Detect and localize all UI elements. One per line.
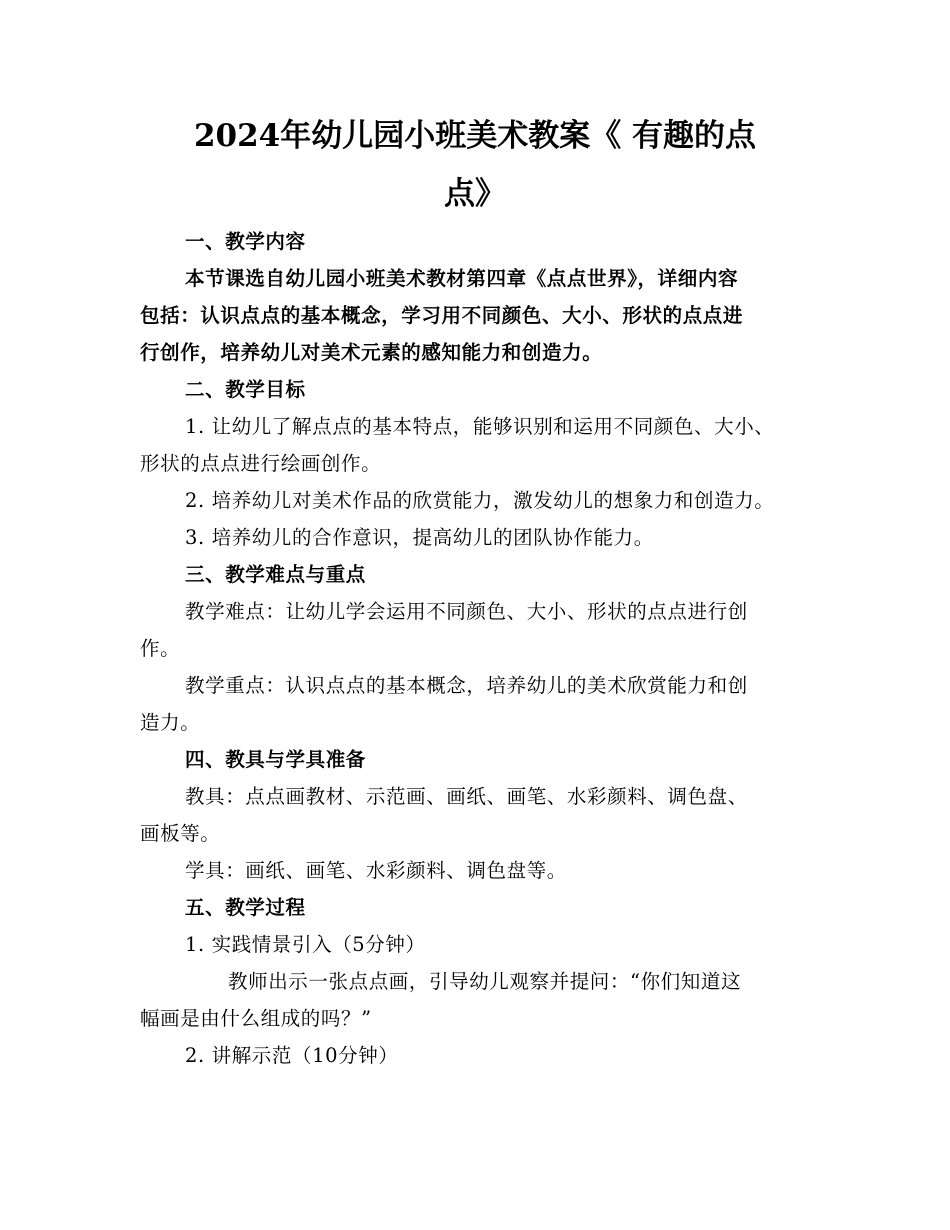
document-title-line-2: 点》 [444, 176, 506, 212]
teaching-difficulty-continued: 作。 [140, 637, 181, 660]
process-step-1-description: 教师出示一张点点画，引导幼儿观察并提问：“你们知道这 [228, 970, 742, 993]
learning-tools: 学具：画纸、画笔、水彩颜料、调色盘等。 [185, 859, 567, 882]
teaching-tools: 教具：点点画教材、示范画、画纸、画笔、水彩颜料、调色盘、 [185, 785, 748, 808]
objective-item-1-continued: 形状的点点进行绘画创作。 [140, 452, 382, 475]
process-step-1: 1. 实践情景引入（5分钟） [185, 933, 426, 956]
objective-item-1: 1. 让幼儿了解点点的基本特点，能够识别和运用不同颜色、大小、 [185, 415, 775, 438]
teaching-tools-continued: 画板等。 [140, 822, 221, 845]
process-step-2: 2. 讲解示范（10分钟） [185, 1044, 399, 1067]
objective-item-3: 3. 培养幼儿的合作意识，提高幼儿的团队协作能力。 [185, 526, 654, 549]
section-heading-content: 一、教学内容 [185, 230, 306, 253]
process-step-1-description-continued: 幅画是由什么组成的吗？” [140, 1007, 372, 1030]
teaching-focus-continued: 造力。 [140, 711, 201, 734]
teaching-focus: 教学重点：认识点点的基本概念，培养幼儿的美术欣赏能力和创 [185, 674, 748, 697]
section-heading-key-points: 三、教学难点与重点 [185, 563, 366, 586]
objective-item-2: 2. 培养幼儿对美术作品的欣赏能力，激发幼儿的想象力和创造力。 [185, 489, 775, 512]
section-heading-process: 五、教学过程 [185, 896, 306, 919]
content-paragraph-line: 包括：认识点点的基本概念，学习用不同颜色、大小、形状的点点进 [140, 304, 744, 327]
section-heading-objectives: 二、教学目标 [185, 378, 306, 401]
content-paragraph-line: 本节课选自幼儿园小班美术教材第四章《点点世界》，详细内容 [185, 267, 739, 290]
teaching-difficulty: 教学难点：让幼儿学会运用不同颜色、大小、形状的点点进行创 [185, 600, 748, 623]
document-title-line-1: 2024年幼儿园小班美术教案《 有趣的点 [193, 118, 757, 154]
section-heading-materials: 四、教具与学具准备 [185, 748, 366, 771]
content-paragraph-line: 行创作，培养幼儿对美术元素的感知能力和创造力。 [140, 341, 603, 364]
